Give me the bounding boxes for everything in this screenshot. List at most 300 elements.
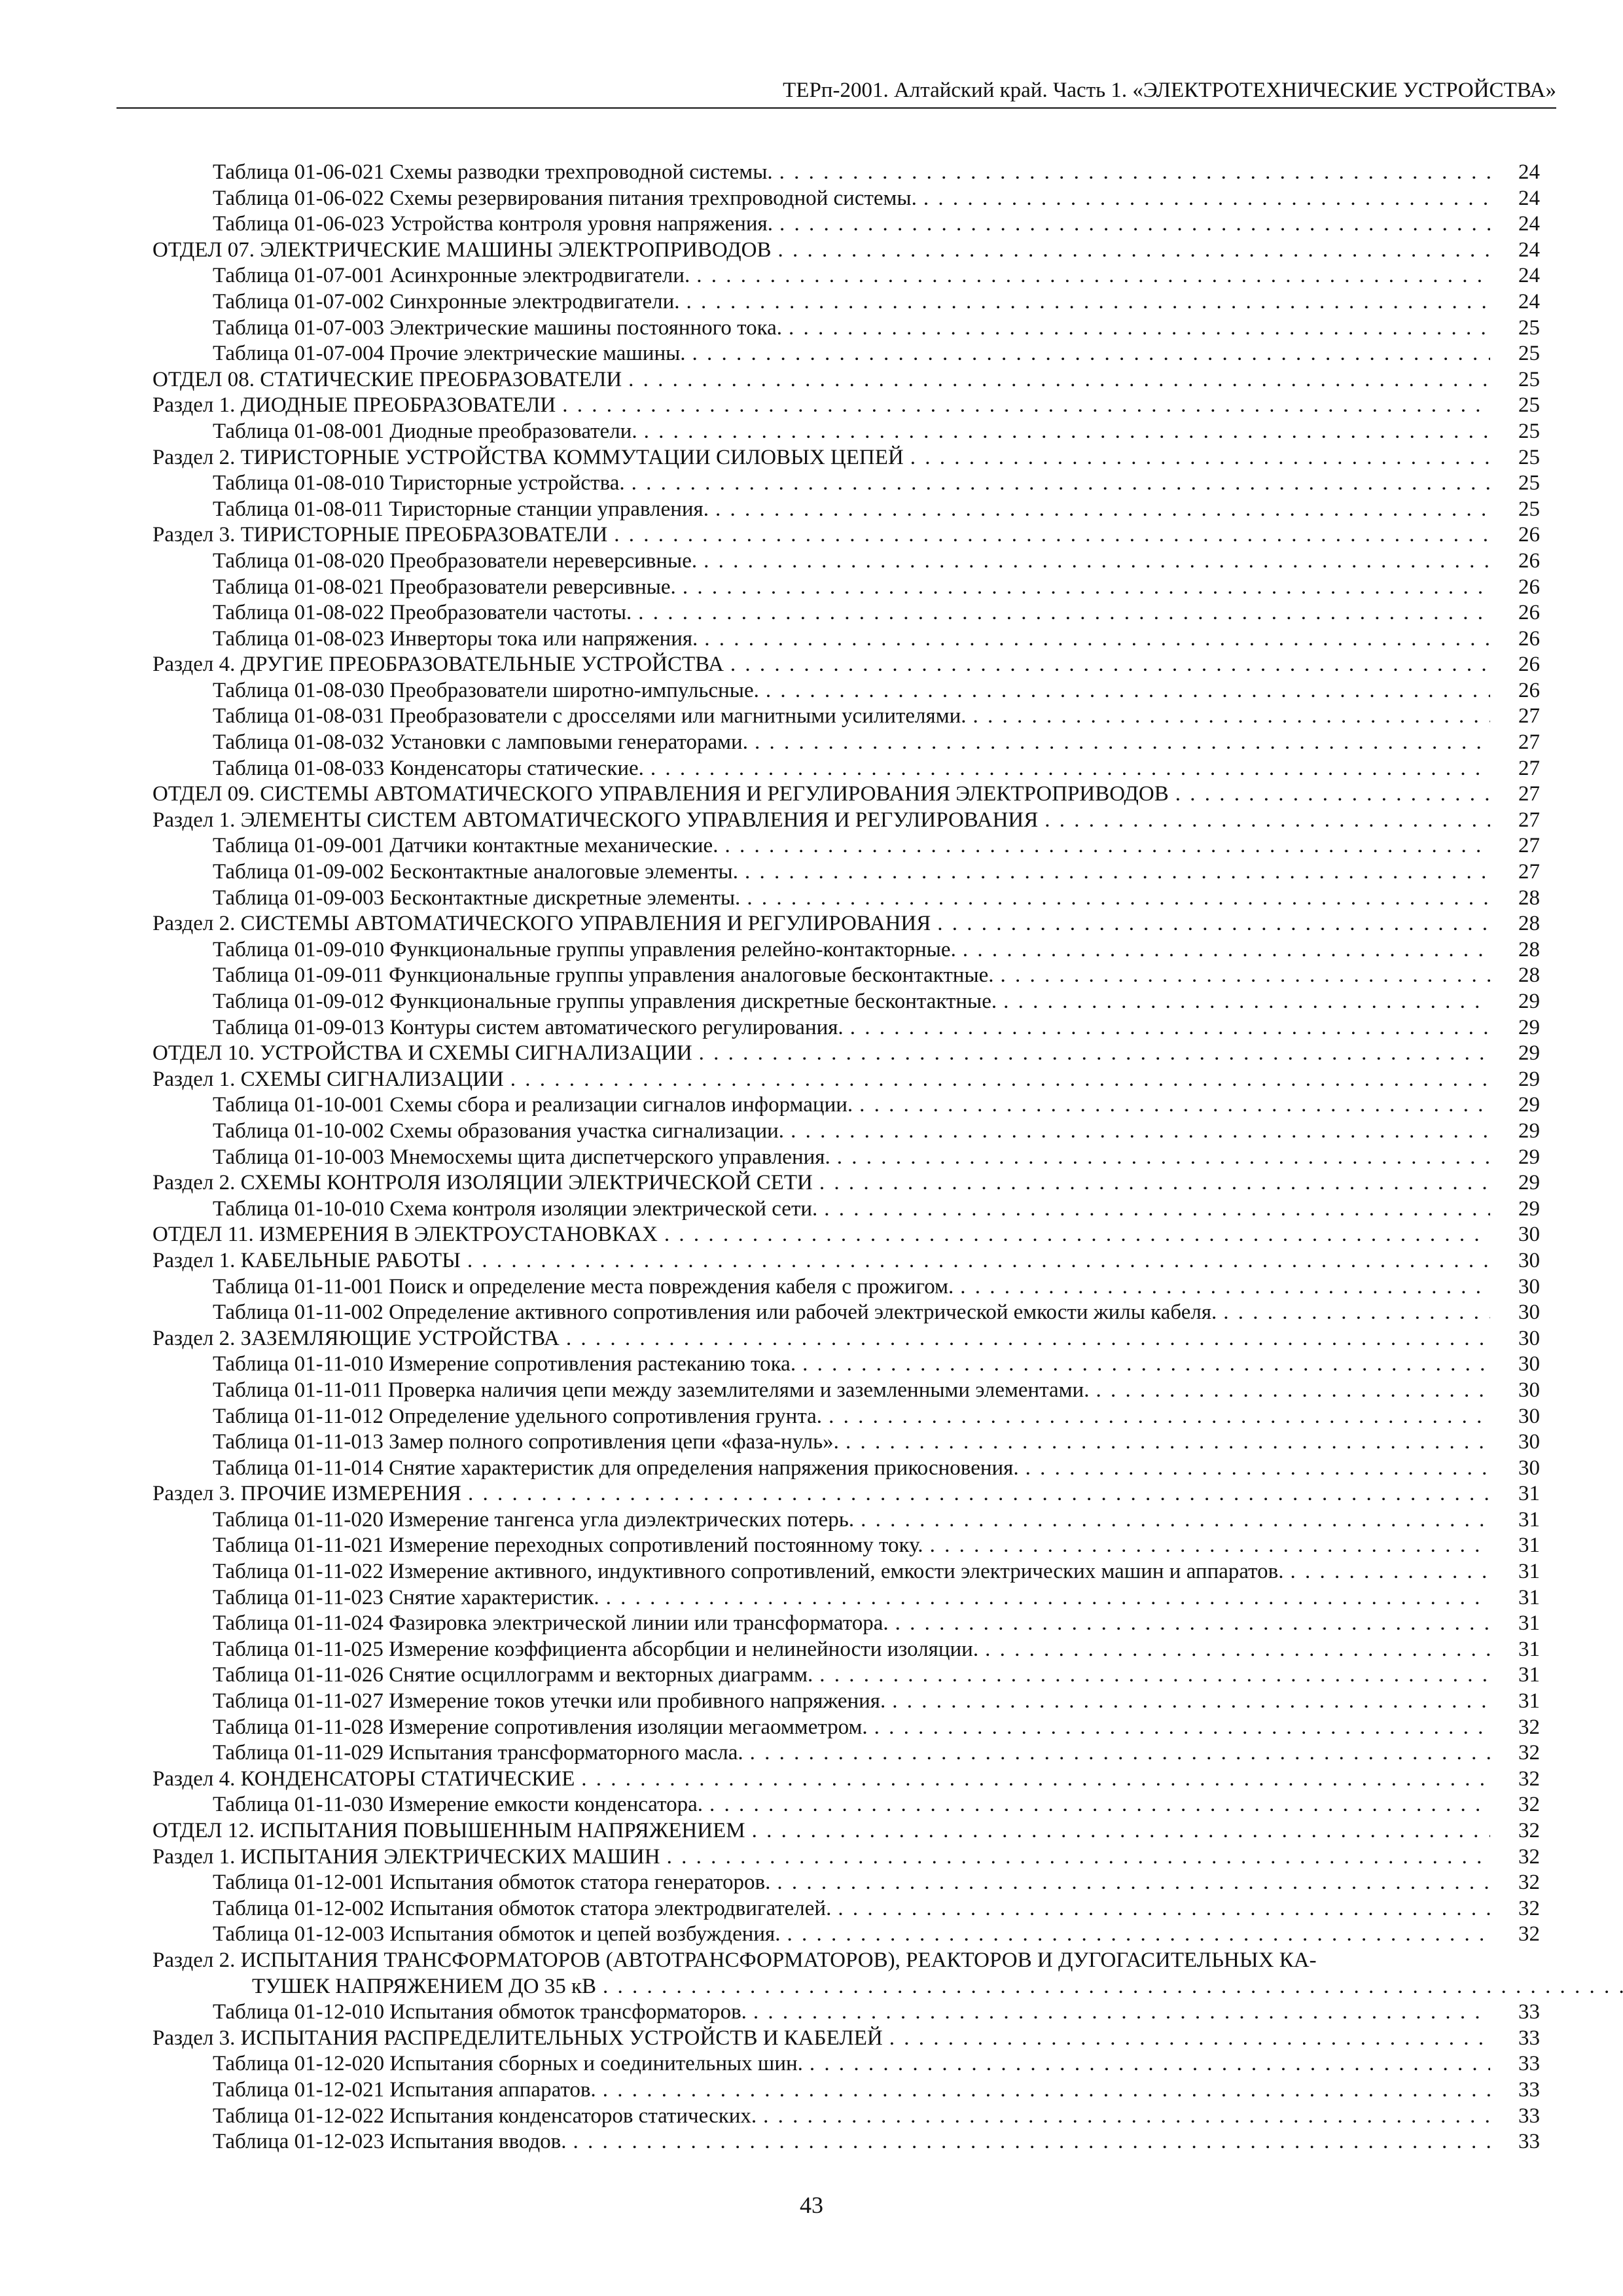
toc-section-entry [152, 1481, 1540, 1507]
toc-table-entry [152, 263, 1540, 289]
toc-page-number: 32 [1518, 1844, 1540, 1869]
toc-entry-title: Таблица 01-11-027 Измерение токов утечки или пробивного напряжения. [213, 1689, 886, 1713]
toc-section-entry [152, 2026, 1540, 2052]
toc-page-number: 33 [1518, 2000, 1540, 2024]
toc-entry-title: Раздел 1. ДИОДНЫЕ ПРЕОБРАЗОВАТЕЛИ [152, 393, 556, 418]
toc-leader-dots [718, 833, 1490, 859]
toc-entry-title: Таблица 01-08-011 Тиристорные станции управления. [213, 497, 709, 521]
toc-page-number: 28 [1518, 937, 1540, 961]
toc-section-entry [152, 1767, 1540, 1793]
toc-table-entry [152, 1404, 1540, 1430]
toc-leader-dots [923, 1533, 1490, 1559]
toc-table-entry [152, 2129, 1540, 2155]
toc-page-number: 32 [1518, 1922, 1540, 1946]
toc-entry-title: Таблица 01-08-033 Конденсаторы статические. [213, 756, 644, 780]
toc-entry-title: Таблица 01-10-001 Схемы сбора и реализации сигналов информации. [213, 1093, 853, 1117]
toc-page-number: 32 [1518, 1871, 1540, 1895]
toc-page-number: 29 [1518, 1067, 1540, 1091]
toc-leader-dots [796, 1352, 1490, 1378]
toc-page-number: 31 [1518, 1482, 1540, 1506]
toc-leader-dots [567, 2129, 1490, 2155]
toc-page-number: 33 [1518, 2130, 1540, 2154]
toc-entry-title: ОТДЕЛ 07. ЭЛЕКТРИЧЕСКИЕ МАШИНЫ ЭЛЕКТРОПРИВОДОВ [152, 238, 772, 262]
toc-table-entry [152, 886, 1540, 912]
toc-entry-title: Таблица 01-12-010 Испытания обмоток трансформаторов. [213, 2000, 747, 2024]
toc-page-number: 28 [1518, 886, 1540, 910]
toc-table-entry [152, 1715, 1540, 1741]
toc-table-entry [152, 315, 1540, 342]
toc-leader-dots [686, 341, 1490, 367]
toc-leader-dots [917, 186, 1490, 212]
toc-table-entry [152, 548, 1540, 575]
toc-leader-dots [637, 419, 1490, 445]
toc-entry-title: Таблица 01-11-030 Измерение емкости конденсатора. [213, 1793, 703, 1817]
toc-table-entry [152, 1507, 1540, 1534]
toc-section-entry [152, 238, 1540, 264]
toc-leader-dots [822, 1404, 1490, 1430]
toc-table-entry [152, 1196, 1540, 1223]
toc-table-entry [152, 1559, 1540, 1585]
toc-entry-title: Таблица 01-07-003 Электрические машины постоянного тока. [213, 315, 783, 340]
toc-leader-dots [690, 263, 1490, 289]
toc-section-entry [152, 393, 1540, 419]
toc-entry-title: Раздел 4. ДРУГИЕ ПРЕОБРАЗОВАТЕЛЬНЫЕ УСТРОЙСТВА [152, 653, 724, 677]
toc-page-number: 24 [1518, 289, 1540, 314]
toc-entry-title: Таблица 01-11-026 Снятие осциллограмм и векторных диаграмм. [213, 1663, 813, 1687]
toc-leader-dots [748, 730, 1490, 756]
toc-entry-title: Раздел 1. КАБЕЛЬНЫЕ РАБОТЫ [152, 1248, 461, 1272]
toc-page-number: 26 [1518, 626, 1540, 651]
toc-entry-title: Раздел 3. ИСПЫТАНИЯ РАСПРЕДЕЛИТЕЛЬНЫХ УСТРОЙСТВ И КАБЕЛЕЙ [152, 2026, 883, 2050]
toc-table-entry [152, 1378, 1540, 1404]
toc-entry-title: ОТДЕЛ 12. ИСПЫТАНИЯ ПОВЫШЕННЫМ НАПРЯЖЕНИЕМ [152, 1819, 745, 1842]
toc-page-number: 30 [1518, 1223, 1540, 1247]
toc-leader-dots [658, 1222, 1490, 1248]
toc-entry-title: Таблица 01-11-020 Измерение тангенса угла диэлектрических потерь. [213, 1507, 855, 1532]
toc-entry-title: Раздел 3. ТИРИСТОРНЫЕ ПРЕОБРАЗОВАТЕЛИ [152, 523, 608, 547]
toc-section-entry [152, 1170, 1540, 1196]
toc-page-number: 31 [1518, 1560, 1540, 1584]
toc-entry-title: Таблица 01-08-022 Преобразователи частоты. [213, 601, 632, 625]
toc-table-entry [152, 186, 1540, 212]
toc-entry-title: Таблица 01-08-010 Тиристорные устройства. [213, 471, 625, 495]
toc-page-number: 30 [1518, 1274, 1540, 1299]
toc-entry-title: Таблица 01-08-020 Преобразователи нереверсивные. [213, 548, 698, 573]
toc-section-entry [152, 1041, 1540, 1067]
toc-entry-title: Таблица 01-08-023 Инверторы тока или напряжения. [213, 626, 698, 651]
toc-leader-dots [889, 1611, 1490, 1637]
toc-leader-dots [967, 704, 1491, 730]
toc-leader-dots [831, 1896, 1490, 1922]
toc-section-entry [152, 367, 1540, 393]
toc-section-entry [152, 1948, 1540, 2000]
toc-page-number: 26 [1518, 601, 1540, 625]
toc-section-entry [152, 808, 1540, 834]
toc-page-number: 25 [1518, 367, 1540, 391]
toc-entry-title: Таблица 01-09-010 Функциональные группы управления релейно-контакторные. [213, 937, 956, 961]
toc-page-number: 25 [1518, 342, 1540, 366]
toc-table-entry [152, 1533, 1540, 1559]
toc-entry-title: Таблица 01-11-021 Измерение переходных сопротивлений постоянному току. [213, 1534, 923, 1558]
toc-section-entry [152, 1248, 1540, 1274]
toc-table-entry [152, 1429, 1540, 1456]
toc-leader-dots [745, 1818, 1490, 1844]
toc-entry-title: Таблица 01-11-001 Поиск и определение места повреждения кабеля с прожигом. [213, 1274, 954, 1299]
toc-entry-title: Таблица 01-07-004 Прочие электрические машины. [213, 342, 686, 366]
toc-entry-title: Таблица 01-09-002 Бесконтактные аналоговые элементы. [213, 860, 738, 884]
toc-page-number: 26 [1518, 548, 1540, 573]
toc-table-entry [152, 1740, 1540, 1767]
toc-page-number: 31 [1518, 1611, 1540, 1636]
toc-page-number: 33 [1518, 2077, 1540, 2102]
toc-leader-dots [813, 1662, 1490, 1689]
toc-section-entry [152, 911, 1540, 937]
toc-leader-dots [770, 1870, 1490, 1896]
toc-entry-title: Таблица 01-11-014 Снятие характеристик для определения напряжения прикосновения. [213, 1456, 1019, 1480]
toc-page-number: 31 [1518, 1637, 1540, 1661]
toc-leader-dots [738, 859, 1490, 886]
toc-entry-title: Таблица 01-06-022 Схемы резервирования питания трехпроводной системы. [213, 186, 917, 210]
toc-entry-title-continuation: ТУШЕК НАПРЯЖЕНИЕМ ДО 35 кВ [252, 1974, 597, 1998]
toc-table-entry [152, 600, 1540, 626]
toc-table-entry [152, 2000, 1540, 2026]
toc-entry-title: Таблица 01-12-023 Испытания вводов. [213, 2130, 567, 2154]
toc-leader-dots [839, 1429, 1490, 1456]
toc-entry-title: ОТДЕЛ 08. СТАТИЧЕСКИЕ ПРЕОБРАЗОВАТЕЛИ [152, 367, 622, 391]
toc-page-number: 29 [1518, 1015, 1540, 1039]
toc-leader-dots [504, 1067, 1490, 1093]
toc-leader-dots [461, 1481, 1490, 1507]
toc-page-number: 25 [1518, 497, 1540, 521]
toc-table-entry [152, 833, 1540, 859]
toc-table-entry [152, 756, 1540, 782]
toc-leader-dots [954, 1274, 1490, 1300]
toc-page-number: 29 [1518, 1093, 1540, 1117]
toc-leader-dots [759, 678, 1490, 704]
toc-page-number: 30 [1518, 1430, 1540, 1454]
toc-page-number: 24 [1518, 238, 1540, 262]
toc-table-entry [152, 2051, 1540, 2077]
toc-leader-dots [868, 1715, 1490, 1741]
toc-entry-title: Раздел 2. ИСПЫТАНИЯ ТРАНСФОРМАТОРОВ (АВТОТРАНСФОРМАТОРОВ), РЕАКТОРОВ И ДУГОГАСИТЕЛЬНЫХ КА- [152, 1948, 1317, 1972]
toc-section-entry [152, 522, 1540, 548]
toc-entry-title: Таблица 01-10-010 Схема контроля изоляции электрической сети. [213, 1196, 818, 1221]
toc-entry-title: Таблица 01-12-020 Испытания сборных и соединительных шин. [213, 2052, 803, 2076]
toc-entry-title: Таблица 01-09-012 Функциональные группы управления дискретные бесконтактные. [213, 990, 997, 1013]
toc-entry-title: Таблица 01-11-002 Определение активного сопротивления или рабочей электрической емкости жилы кабеля. [213, 1300, 1217, 1325]
toc-page-number: 30 [1518, 1378, 1540, 1402]
toc-page-number: 25 [1518, 445, 1540, 469]
toc-entry-title: Таблица 01-06-021 Схемы разводки трехпроводной системы. [213, 160, 773, 184]
toc-section-entry [152, 1222, 1540, 1248]
toc-entry-title: Раздел 4. КОНДЕНСАТОРЫ СТАТИЧЕСКИЕ [152, 1767, 575, 1791]
toc-table-entry [152, 1611, 1540, 1637]
toc-leader-dots [885, 1689, 1490, 1715]
toc-leader-dots [1038, 808, 1490, 834]
toc-entry-title: Таблица 01-12-001 Испытания обмоток статора генераторов. [213, 1871, 771, 1895]
toc-table-entry [152, 1662, 1540, 1689]
toc-entry-title: Раздел 2. ЗАЗЕМЛЯЮЩИЕ УСТРОЙСТВА [152, 1326, 560, 1350]
toc-page-number: 31 [1518, 1689, 1540, 1713]
toc-leader-dots [724, 652, 1490, 678]
toc-page-number: 29 [1518, 1041, 1540, 1066]
toc-leader-dots [1217, 1300, 1490, 1326]
toc-page-number: 29 [1518, 1119, 1540, 1143]
toc-table-entry [152, 1274, 1540, 1300]
toc-leader-dots [560, 1326, 1490, 1352]
toc-leader-dots [743, 1740, 1490, 1767]
toc-page-number: 24 [1518, 160, 1540, 184]
toc-page-number: 30 [1518, 1248, 1540, 1272]
toc-table-entry [152, 1922, 1540, 1948]
toc-table-entry [152, 963, 1540, 989]
toc-page-number: 29 [1518, 990, 1540, 1013]
toc-entry-title: Раздел 1. ИСПЫТАНИЯ ЭЛЕКТРИЧЕСКИХ МАШИН [152, 1844, 660, 1869]
toc-page-number: 32 [1518, 1819, 1540, 1842]
toc-page-number: 30 [1518, 1456, 1540, 1480]
toc-page-number: 28 [1518, 912, 1540, 936]
toc-leader-dots [1089, 1378, 1490, 1404]
toc-page-number: 29 [1518, 1196, 1540, 1221]
toc-leader-dots [844, 1015, 1490, 1041]
toc-entry-title: ОТДЕЛ 10. УСТРОЙСТВА И СХЕМЫ СИГНАЛИЗАЦИИ [152, 1041, 692, 1066]
toc-table-entry [152, 211, 1540, 238]
toc-page-number: 33 [1518, 2052, 1540, 2076]
toc-table-entry [152, 575, 1540, 601]
toc-section-entry [152, 1326, 1540, 1352]
toc-entry-title: Таблица 01-11-011 Проверка наличия цепи между заземлителями и заземленными элементами. [213, 1378, 1090, 1402]
toc-leader-dots [813, 1170, 1490, 1196]
toc-page-number: 32 [1518, 1715, 1540, 1739]
toc-table-entry [152, 1689, 1540, 1715]
toc-table-entry [152, 419, 1540, 445]
toc-table-entry [152, 1637, 1540, 1663]
toc-page-number: 25 [1518, 315, 1540, 340]
toc-page-number: 30 [1518, 1352, 1540, 1376]
toc-leader-dots [740, 886, 1490, 912]
toc-section-entry [152, 781, 1540, 808]
toc-entry-title: Таблица 01-09-011 Функциональные группы управления аналоговые бесконтактные. [213, 963, 994, 988]
toc-page-number: 25 [1518, 471, 1540, 495]
toc-section-entry [152, 1818, 1540, 1844]
toc-entry-title: Таблица 01-08-032 Установки с ламповыми генераторами. [213, 730, 748, 755]
toc-leader-dots [625, 471, 1490, 497]
toc-leader-dots [1169, 781, 1490, 808]
toc-page-number: 31 [1518, 1534, 1540, 1558]
toc-leader-dots [956, 937, 1490, 963]
toc-page-number: 28 [1518, 963, 1540, 988]
toc-page-number: 30 [1518, 1326, 1540, 1350]
toc-leader-dots [1019, 1456, 1490, 1482]
toc-leader-dots [632, 600, 1490, 626]
toc-leader-dots [644, 756, 1490, 782]
toc-leader-dots [803, 2051, 1490, 2077]
toc-entry-title: Таблица 01-11-024 Фазировка электрической линии или трансформатора. [213, 1611, 889, 1636]
toc-entry-title: Раздел 2. ТИРИСТОРНЫЕ УСТРОЙСТВА КОММУТАЦИИ СИЛОВЫХ ЦЕПЕЙ [152, 445, 904, 469]
toc-leader-dots [883, 2026, 1490, 2052]
toc-page-number: 31 [1518, 1585, 1540, 1609]
toc-entry-title: Таблица 01-09-013 Контуры систем автоматического регулирования. [213, 1015, 844, 1039]
toc-table-entry [152, 1456, 1540, 1482]
toc-page-number: 25 [1518, 419, 1540, 443]
toc-page-number: 32 [1518, 1741, 1540, 1765]
toc-table-entry [152, 2077, 1540, 2104]
toc-entry-title: Таблица 01-10-003 Мнемосхемы щита диспетчерского управления. [213, 1145, 830, 1169]
toc-entry-title: Раздел 2. СИСТЕМЫ АВТОМАТИЧЕСКОГО УПРАВЛЕНИЯ И РЕГУЛИРОВАНИЯ [152, 912, 931, 936]
toc-leader-dots [997, 989, 1490, 1015]
toc-page-number: 26 [1518, 653, 1540, 677]
toc-leader-dots [676, 575, 1490, 601]
toc-table-entry [152, 730, 1540, 756]
toc-table-entry [152, 1145, 1540, 1171]
toc-table-entry [152, 1792, 1540, 1818]
toc-page-number: 29 [1518, 1171, 1540, 1195]
toc-entry-title: Таблица 01-12-021 Испытания аппаратов. [213, 2077, 596, 2102]
toc-leader-dots [607, 522, 1490, 548]
toc-section-entry [152, 652, 1540, 678]
toc-page-number: 26 [1518, 678, 1540, 702]
toc-entry-title: Таблица 01-12-022 Испытания конденсаторов статических. [213, 2104, 757, 2128]
toc-entry-title: ОТДЕЛ 11. ИЗМЕРЕНИЯ В ЭЛЕКТРОУСТАНОВКАХ [152, 1223, 658, 1247]
toc-table-entry [152, 160, 1540, 186]
toc-page-number: 26 [1518, 575, 1540, 599]
toc-page-number: 27 [1518, 730, 1540, 755]
toc-section-entry [152, 1844, 1540, 1871]
toc-page-number: 25 [1518, 393, 1540, 418]
toc-leader-dots [773, 160, 1490, 186]
toc-leader-dots [697, 548, 1490, 575]
toc-page-number: 32 [1518, 1767, 1540, 1791]
toc-leader-dots [853, 1092, 1490, 1119]
toc-entry-title: Таблица 01-08-030 Преобразователи широтно-импульсные. [213, 678, 759, 702]
toc-entry-title: Таблица 01-10-002 Схемы образования участка сигнализации. [213, 1119, 785, 1143]
toc-entry-title: Таблица 01-11-025 Измерение коэффициента абсорбции и нелинейности изоляции. [213, 1637, 979, 1661]
toc-page-number: 31 [1518, 1663, 1540, 1687]
toc-table-entry [152, 289, 1540, 315]
toc-leader-dots [747, 2000, 1490, 2026]
toc-table-entry [152, 471, 1540, 497]
toc-leader-dots [596, 2077, 1490, 2104]
toc-entry-title: Раздел 3. ПРОЧИЕ ИЗМЕРЕНИЯ [152, 1482, 461, 1506]
toc-leader-dots [622, 367, 1490, 393]
table-of-contents [152, 160, 1540, 2155]
toc-page-number: 27 [1518, 808, 1540, 832]
toc-page-number: 30 [1518, 1300, 1540, 1325]
toc-table-entry [152, 1352, 1540, 1378]
toc-section-entry [152, 445, 1540, 471]
toc-leader-dots [709, 497, 1490, 523]
page-number: 43 [800, 2192, 823, 2218]
toc-leader-dots [771, 238, 1490, 264]
toc-leader-dots [1284, 1559, 1491, 1585]
toc-leader-dots [854, 1507, 1490, 1534]
toc-entry-title: Таблица 01-12-002 Испытания обмоток статора электродвигателей. [213, 1896, 832, 1920]
toc-entry-title: Таблица 01-11-010 Измерение сопротивления растеканию тока. [213, 1352, 796, 1376]
toc-leader-dots [994, 963, 1490, 989]
toc-page-number: 26 [1518, 523, 1540, 547]
running-header [116, 77, 1556, 109]
toc-page-number: 30 [1518, 1404, 1540, 1428]
toc-leader-dots [660, 1844, 1490, 1871]
running-header-title: ТЕРп-2001. Алтайский край. Часть 1. «ЭЛЕКТРОТЕХНИЧЕСКИЕ УСТРОЙСТВА» [783, 79, 1556, 102]
toc-page-number: 27 [1518, 782, 1540, 806]
toc-table-entry [152, 704, 1540, 730]
toc-leader-dots [461, 1248, 1490, 1274]
toc-table-entry [152, 497, 1540, 523]
toc-entry-title: Таблица 01-07-002 Синхронные электродвигатели. [213, 289, 680, 314]
toc-leader-dots [782, 315, 1490, 342]
toc-table-entry [152, 626, 1540, 653]
toc-leader-dots [596, 1975, 1623, 1998]
toc-page-number: 27 [1518, 834, 1540, 858]
toc-leader-dots [830, 1145, 1490, 1171]
toc-page-number: 31 [1518, 1507, 1540, 1532]
toc-table-entry [152, 1896, 1540, 1922]
toc-page-number: 24 [1518, 212, 1540, 236]
toc-entry-title: Таблица 01-07-001 Асинхронные электродвигатели. [213, 264, 690, 288]
toc-leader-dots [781, 1922, 1491, 1948]
toc-entry-title: Таблица 01-09-003 Бесконтактные дискретные элементы. [213, 886, 741, 910]
toc-entry-title: Раздел 1. ЭЛЕМЕНТЫ СИСТЕМ АВТОМАТИЧЕСКОГО УПРАВЛЕНИЯ И РЕГУЛИРОВАНИЯ [152, 808, 1039, 832]
toc-leader-dots [692, 1041, 1490, 1067]
toc-leader-dots [698, 626, 1490, 653]
toc-page-number: 27 [1518, 704, 1540, 728]
toc-entry-title: Таблица 01-08-031 Преобразователи с дросселями или магнитными усилителями. [213, 704, 967, 728]
toc-table-entry [152, 341, 1540, 367]
toc-leader-dots [757, 2104, 1490, 2130]
toc-entry-title: ОТДЕЛ 09. СИСТЕМЫ АВТОМАТИЧЕСКОГО УПРАВЛЕНИЯ И РЕГУЛИРОВАНИЯ ЭЛЕКТРОПРИВОДОВ [152, 782, 1169, 806]
toc-entry-title: Таблица 01-11-023 Снятие характеристик. [213, 1585, 599, 1609]
toc-table-entry [152, 2104, 1540, 2130]
toc-leader-dots [931, 911, 1490, 937]
toc-leader-dots [817, 1196, 1490, 1223]
toc-page-number: 33 [1518, 2026, 1540, 2050]
toc-leader-dots [978, 1637, 1490, 1663]
toc-page-number: 32 [1518, 1896, 1540, 1920]
toc-table-entry [152, 1300, 1540, 1326]
toc-table-entry [152, 989, 1540, 1015]
toc-table-entry [152, 1092, 1540, 1119]
toc-entry-title: Таблица 01-06-023 Устройства контроля уровня напряжения. [213, 212, 773, 236]
toc-page-number: 29 [1518, 1145, 1540, 1169]
toc-entry-title: Таблица 01-11-029 Испытания трансформаторного масла. [213, 1741, 743, 1765]
toc-leader-dots [703, 1792, 1490, 1818]
toc-entry-title: Таблица 01-11-013 Замер полного сопротивления цепи «фаза-нуль». [213, 1430, 839, 1454]
toc-leader-dots [556, 393, 1490, 419]
toc-leader-dots [575, 1767, 1490, 1793]
toc-entry-title: Таблица 01-08-001 Диодные преобразователи. [213, 419, 637, 443]
toc-table-entry [152, 937, 1540, 963]
toc-leader-dots [773, 211, 1490, 238]
toc-table-entry [152, 678, 1540, 704]
toc-section-entry [152, 1067, 1540, 1093]
toc-entry-title: Таблица 01-08-021 Преобразователи реверсивные. [213, 575, 676, 599]
toc-page-number: 27 [1518, 756, 1540, 780]
toc-table-entry [152, 1015, 1540, 1041]
toc-leader-dots [784, 1119, 1490, 1145]
toc-table-entry [152, 1585, 1540, 1611]
toc-page-number: 24 [1518, 186, 1540, 210]
toc-entry-title: Таблица 01-12-003 Испытания обмоток и цепей возбуждения. [213, 1922, 781, 1946]
toc-page-number: 24 [1518, 264, 1540, 288]
toc-entry-title: Раздел 1. СХЕМЫ СИГНАЛИЗАЦИИ [152, 1067, 504, 1091]
toc-page-number: 33 [1518, 2104, 1540, 2128]
toc-leader-dots [904, 445, 1490, 471]
toc-entry-title: Таблица 01-11-028 Измерение сопротивления изоляции мегаомметром. [213, 1715, 868, 1739]
toc-page-number: 27 [1518, 860, 1540, 884]
toc-table-entry [152, 859, 1540, 886]
toc-page-number: 32 [1518, 1793, 1540, 1817]
